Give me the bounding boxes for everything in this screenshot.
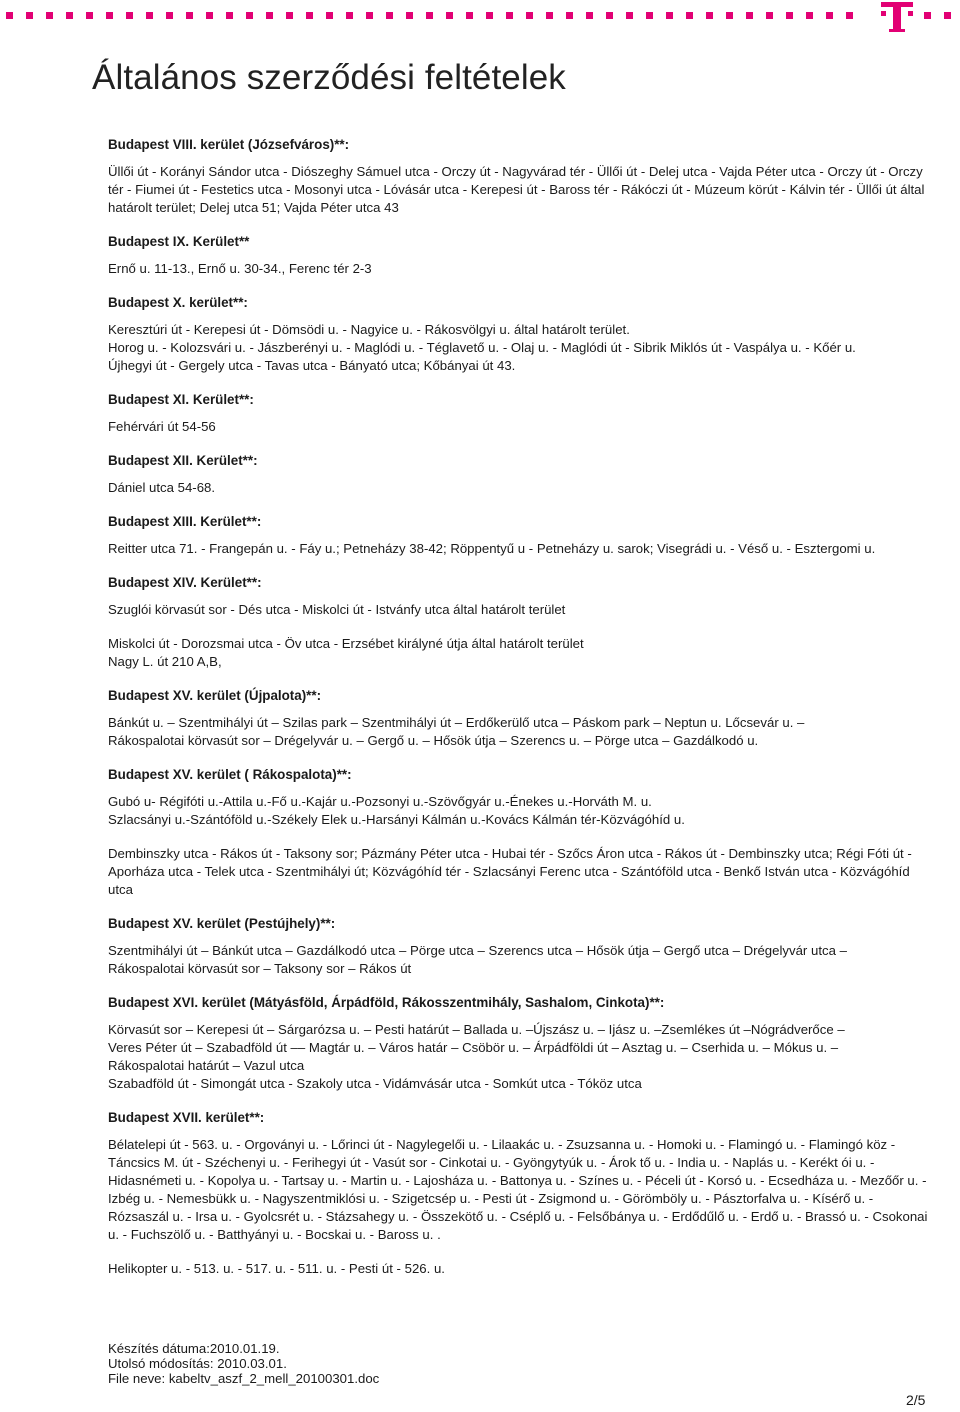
page-title: Általános szerződési feltételek xyxy=(92,58,566,97)
decor-dot xyxy=(944,12,951,19)
decor-dot xyxy=(46,12,53,19)
district-heading: Budapest XVII. kerület**: xyxy=(108,1110,265,1125)
street-list: Bánkút u. – Szentmihályi út – Szilas park – Szentmihályi út – Erdőkerülő utca – Páskom park – Neptun u. Lőcsevár u. – Rákospalotai körvasút sor – Drégelyvár u. – Gergő u. – Hősök útja – Szerencs u. – Pörge utca – Gazdálkodó u. xyxy=(108,715,805,748)
district-section xyxy=(108,294,928,375)
decor-dot xyxy=(406,12,413,19)
decor-dot xyxy=(846,12,853,19)
street-list: Miskolci út - Dorozsmai utca - Öv utca - Erzsébet királyné útja által határolt terület Nagy L. út 210 A,B, xyxy=(108,636,584,669)
district-section xyxy=(108,574,928,671)
decor-dot xyxy=(446,12,453,19)
decor-dot xyxy=(526,12,533,19)
decor-dot xyxy=(706,12,713,19)
decor-dot xyxy=(766,12,773,19)
street-list: Üllői út - Korányi Sándor utca - Diószeghy Sámuel utca - Orczy út - Nagyvárad tér - Üllői út - Delej utca - Vajda Péter utca - Orczy út - Orczy tér - Fiumei út - Festetics utca - Mosonyi utca - Lóvásár utca - Kerepesi út - Baross tér - Rákóczi út - Múzeum körút - Kálvin tér - Üllői út által határolt terület; Delej utca 51; Vajda Péter utca 43 xyxy=(108,164,925,215)
district-section xyxy=(108,233,928,278)
district-section xyxy=(108,391,928,436)
decor-dot xyxy=(686,12,693,19)
decor-dot xyxy=(346,12,353,19)
district-section xyxy=(108,687,928,750)
decor-dot xyxy=(306,12,313,19)
decor-dot xyxy=(26,12,33,19)
street-list: Reitter utca 71. - Frangepán u. - Fáy u.; Petneházy 38-42; Röppentyű u - Petneházy u. sarok; Visegrádi u. - Véső u. - Esztergomi u. xyxy=(108,541,876,556)
decor-dot xyxy=(6,12,13,19)
decor-dot xyxy=(286,12,293,19)
decor-dot xyxy=(226,12,233,19)
decor-dot xyxy=(626,12,633,19)
district-section xyxy=(108,994,928,1093)
decor-dot xyxy=(806,12,813,19)
street-list: Körvasút sor – Kerepesi út – Sárgarózsa u. – Pesti határút – Ballada u. –Újszász u. – Ijász u. –Zsemlékes út –Nógrádverőce – Veres Péter út – Szabadföld út –– Magtár u. – Város határ – Csöbör u. – Árpádföldi út – Asztag u. – Cserhida u. – Mókus u. – Rákospalotai határút – Vazul utca Szabadföld út - Simongát utca - Szakoly utca - Vidámvásár utca - Somkút utca - Tóköz utca xyxy=(108,1022,845,1091)
decor-dot xyxy=(924,12,931,19)
decor-dot xyxy=(826,12,833,19)
district-heading: Budapest XVI. kerület (Mátyásföld, Árpádföld, Rákosszentmihály, Sashalom, Cinkota)**: xyxy=(108,995,665,1010)
street-list: Helikopter u. - 513. u. - 517. u. - 511. u. - Pesti út - 526. u. xyxy=(108,1261,445,1276)
district-section xyxy=(108,915,928,978)
decor-dot xyxy=(206,12,213,19)
decor-dot xyxy=(466,12,473,19)
decor-dot xyxy=(506,12,513,19)
district-heading: Budapest XI. Kerület**: xyxy=(108,392,254,407)
decor-dot xyxy=(186,12,193,19)
page-number: 2/5 xyxy=(906,1392,926,1408)
decor-dot xyxy=(486,12,493,19)
document-footer xyxy=(108,1341,379,1386)
street-list: Bélatelepi út - 563. u. - Orgoványi u. - Lőrinci út - Nagylegelői u. - Lilaakác u. - Zsuzsanna u. - Homoki u. - Flamingó u. - Flamingó köz - Táncsics M. út - Széchenyi u. - Ferihegyi út - Vasút sor - Cinkotai u. - Gyöngytyúk u. - Árok tő u. - India u. - Naplás u. - Kerékt ói u. - Hidasnémeti u. - Kopolya u. - Tartsay u. - Martin u. - Lajosháza u. - Battonya u. - Színes u. - Péceli út - Korsó u. - Ecsedháza u. - Mezőőr u. - Izbég u. - Nemesbükk u. - Nagyszentmiklósi u. - Szigetcsép u. - Pesti út - Zsigmond u. - Görömböly u. - Pásztorfalva u. - Kísérő u. - Rózsaszál u. - Irsa u. - Gyolcsrét u. - Stázsahegy u. - Összekötő u. - Cséplő u. - Felsőbánya u. - Erdődűlő u. - Erdő u. - Brassó u. - Csokonai u. - Fuchszölő u. - Batthyányi u. - Bocskai u. - Baross u. . xyxy=(108,1137,928,1242)
street-list: Keresztúri út - Kerepesi út - Dömsödi u. - Nagyice u. - Rákosvölgyi u. által határolt terület. Horog u. - Kolozsvári u. - Jászberényi u. - Maglódi u. - Téglavető u. - Olaj u. - Maglódi út - Sibrik Miklós út - Vaspálya u. - Kőér u. Újhegyi út - Gergely utca - Tavas utca - Bányató utca; Kőbányai út 43. xyxy=(108,322,856,373)
district-section xyxy=(108,136,928,217)
district-section xyxy=(108,452,928,497)
street-list: Dániel utca 54-68. xyxy=(108,480,216,495)
district-heading: Budapest XV. kerület ( Rákospalota)**: xyxy=(108,767,352,782)
street-list: Fehérvári út 54-56 xyxy=(108,419,216,434)
district-heading: Budapest IX. Kerület** xyxy=(108,234,250,249)
street-list: Szentmihályi út – Bánkút utca – Gazdálkodó utca – Pörge utca – Szerencs utca – Hősök útja – Gergő utca – Drégelyvár utca – Rákospalotai körvasút sor – Taksony sor – Rákos út xyxy=(108,943,847,976)
telekom-t-logo xyxy=(880,0,914,34)
decor-dot xyxy=(566,12,573,19)
district-heading: Budapest VIII. kerület (Józsefváros)**: xyxy=(108,137,350,152)
decor-dot xyxy=(126,12,133,19)
decor-dot xyxy=(86,12,93,19)
decor-dot xyxy=(666,12,673,19)
decor-dot xyxy=(726,12,733,19)
decor-dot xyxy=(426,12,433,19)
street-list: Ernő u. 11-13., Ernő u. 30-34., Ferenc tér 2-3 xyxy=(108,261,372,276)
decor-dot xyxy=(146,12,153,19)
district-list xyxy=(108,136,928,1294)
district-heading: Budapest XIV. Kerület**: xyxy=(108,575,262,590)
decor-dot xyxy=(646,12,653,19)
district-heading: Budapest XIII. Kerület**: xyxy=(108,514,262,529)
decor-dot xyxy=(166,12,173,19)
decor-dot xyxy=(786,12,793,19)
decor-dot xyxy=(586,12,593,19)
district-heading: Budapest XV. kerület (Pestújhely)**: xyxy=(108,916,336,931)
street-list: Dembinszky utca - Rákos út - Taksony sor; Pázmány Péter utca - Hubai tér - Szőcs Áron utca - Rákos út - Dembinszky utca; Régi Fóti út - Aporháza utca - Telek utca - Szentmihályi út; Közvágóhíd tér - Szlacsányi Ferenc utca - Szántóföld utca - Benkő István utca - Közvágóhíd utca xyxy=(108,846,912,897)
district-section xyxy=(108,766,928,899)
street-list: Szuglói körvasút sor - Dés utca - Miskolci út - Istvánfy utca által határolt terület xyxy=(108,602,566,617)
decor-dot xyxy=(746,12,753,19)
decor-dot xyxy=(386,12,393,19)
decor-dot xyxy=(66,12,73,19)
district-section xyxy=(108,513,928,558)
decor-dot xyxy=(366,12,373,19)
district-heading: Budapest XV. kerület (Újpalota)**: xyxy=(108,688,322,703)
street-list: Gubó u- Régifóti u.-Attila u.-Fő u.-Kajár u.-Pozsonyi u.-Szövőgyár u.-Énekes u.-Horváth M. u. Szlacsányi u.-Szántóföld u.-Székely Elek u.-Harsányi Kálmán u.-Kovács Kálmán tér-Közvágóhíd u. xyxy=(108,794,685,827)
modified-date: Utolsó módosítás: 2010.03.01. xyxy=(108,1356,287,1371)
decor-dot xyxy=(106,12,113,19)
district-heading: Budapest X. kerület**: xyxy=(108,295,248,310)
decor-dot xyxy=(246,12,253,19)
decor-dot xyxy=(266,12,273,19)
decor-dot xyxy=(546,12,553,19)
decor-dot xyxy=(326,12,333,19)
created-date: Készítés dátuma:2010.01.19. xyxy=(108,1341,280,1356)
district-heading: Budapest XII. Kerület**: xyxy=(108,453,258,468)
decor-dot xyxy=(606,12,613,19)
district-section xyxy=(108,1109,928,1278)
file-name: File neve: kabeltv_aszf_2_mell_20100301.doc xyxy=(108,1371,380,1386)
